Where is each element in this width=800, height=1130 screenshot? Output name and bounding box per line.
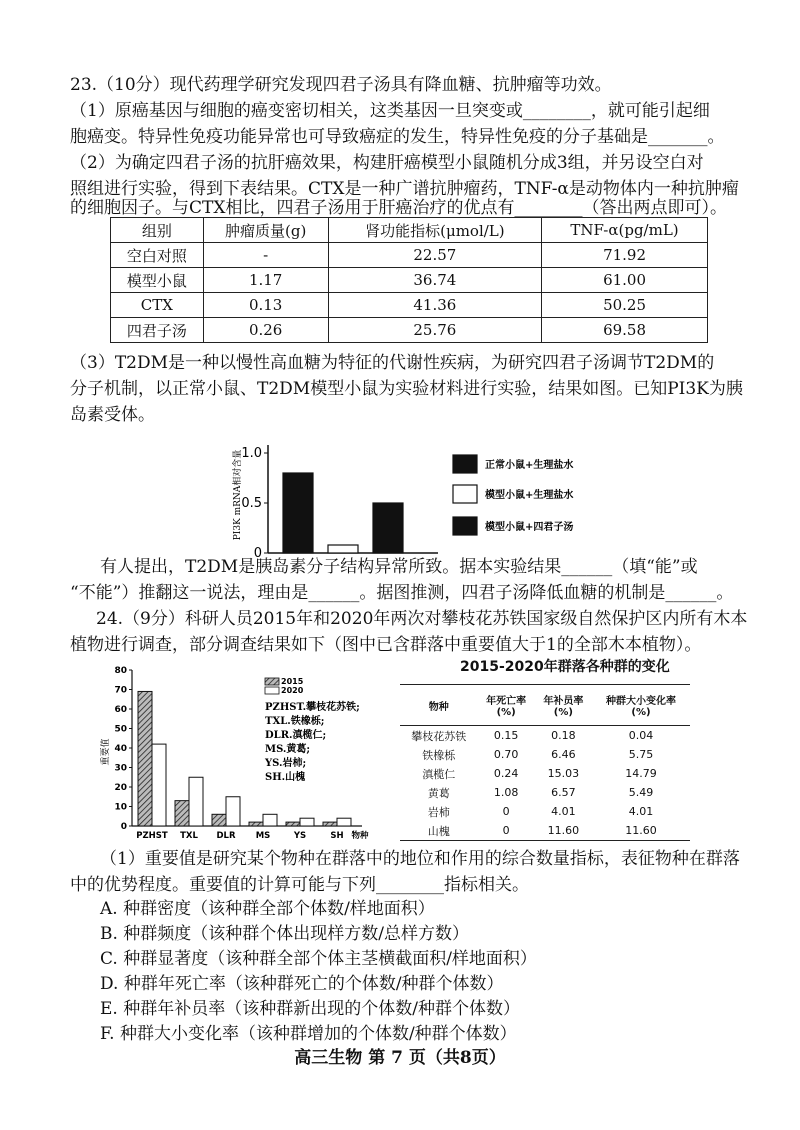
y-tick-label: 1.0 bbox=[241, 446, 262, 461]
table-cell: CTX bbox=[111, 293, 204, 318]
header-text: 年死亡率 (%) bbox=[486, 696, 527, 718]
bar-2020 bbox=[263, 814, 277, 826]
importance-chart bbox=[100, 660, 380, 849]
y-tick-label: 0.5 bbox=[241, 496, 262, 511]
legend-label: 模型小鼠+生理盐水 bbox=[485, 490, 574, 501]
y-tick-label: 70 bbox=[114, 685, 127, 696]
table-cell: 铁橡栎 bbox=[422, 748, 456, 762]
table-cell: 11.60 bbox=[592, 821, 690, 841]
option-f: F. 种群大小变化率（该种群增加的个体数/种群个体数） bbox=[100, 1024, 517, 1044]
table-cell: 四君子汤 bbox=[111, 318, 204, 343]
abbreviation-label: YS.岩柿; bbox=[265, 758, 307, 769]
q23-p1-line2: 胞癌变。特异性免疫功能异常也可导致癌症的发生，特异性免疫的分子基础是_______。 bbox=[70, 127, 725, 147]
table-cell: 0.26 bbox=[203, 318, 328, 343]
table-cell: 4.01 bbox=[628, 805, 654, 818]
x-tick-label: YS bbox=[293, 831, 307, 841]
q23-p3-line3: 岛素受体。 bbox=[70, 405, 155, 425]
table-cell: 1.17 bbox=[203, 268, 328, 293]
table-cell: 滇榄仁 bbox=[422, 767, 456, 781]
abbreviation-label: DLR.滇榄仁; bbox=[265, 730, 327, 741]
table-row bbox=[400, 802, 690, 821]
y-tick-label: 10 bbox=[114, 802, 127, 813]
legend-label: 模型小鼠+四君子汤 bbox=[485, 522, 574, 533]
q23-results-table bbox=[110, 217, 708, 343]
bar bbox=[373, 503, 403, 553]
table-cell: 0.04 bbox=[628, 729, 654, 742]
y-tick-label: 20 bbox=[114, 783, 127, 793]
table-cell: 61.00 bbox=[542, 268, 708, 293]
q23-p3-line2: 分子机制，以正常小鼠、T2DM模型小鼠为实验材料进行实验，结果如图。已知PI3K为胰 bbox=[70, 379, 743, 399]
table-header-row bbox=[111, 218, 708, 243]
side-table-title: 2015-2020年群落各种群的变化 bbox=[460, 659, 670, 675]
bar bbox=[283, 473, 313, 553]
q23-p3-line5: “不能”）推翻这一说法，理由是______。据图推测，四君子汤降低血糖的机制是______。 bbox=[70, 583, 734, 603]
y-tick-label: 60 bbox=[114, 705, 127, 715]
q24-title-line2: 植物进行调查，部分调查结果如下（图中已含群落中重要值大于1的全部木本植物）。 bbox=[70, 635, 702, 655]
x-tick-label: MS bbox=[255, 831, 271, 841]
table-cell: 0.13 bbox=[203, 293, 328, 318]
table-row bbox=[400, 726, 690, 746]
table-cell: 0.15 bbox=[493, 729, 519, 742]
table-header-cell: 物种 bbox=[400, 685, 478, 726]
table-header-row bbox=[400, 685, 690, 726]
table-row bbox=[400, 764, 690, 783]
table-cell: 14.79 bbox=[625, 767, 657, 780]
table-row bbox=[111, 268, 708, 293]
bar-2015 bbox=[249, 822, 263, 826]
option-d: D. 种群年死亡率（该种群死亡的个体数/种群个体数） bbox=[100, 974, 504, 994]
pi3k-chart-svg bbox=[228, 430, 608, 565]
y-tick-label: 80 bbox=[114, 666, 127, 676]
q24-title-line1: 24.（9分）科研人员2015年和2020年两次对攀枝花苏铁国家级自然保护区内所有木本 bbox=[96, 609, 748, 629]
abbreviation-label: TXL.铁橡栎; bbox=[265, 716, 325, 727]
table-cell: 黄葛 bbox=[427, 786, 450, 800]
pi3k-chart bbox=[228, 430, 608, 569]
table-cell: 0.18 bbox=[551, 729, 576, 742]
table-cell: 41.36 bbox=[328, 293, 541, 318]
bar-2020 bbox=[300, 818, 314, 826]
legend-label: 2015 bbox=[281, 677, 304, 686]
legend-swatch bbox=[453, 517, 477, 535]
table-cell: 71.92 bbox=[542, 243, 708, 268]
bar-2020 bbox=[226, 797, 240, 826]
table-cell: 攀枝花苏铁 bbox=[411, 729, 467, 743]
table-row bbox=[400, 783, 690, 802]
bar-2015 bbox=[286, 822, 300, 826]
x-tick-label: SH bbox=[330, 831, 344, 841]
q23-p2-line3: 的细胞因子。与CTX相比，四君子汤用于肝癌治疗的优点有________（答出两点即可）。 bbox=[70, 198, 727, 218]
table-header-cell: 组别 bbox=[111, 218, 204, 243]
table-cell: - bbox=[203, 243, 328, 268]
table-header-cell bbox=[535, 685, 592, 726]
table-cell: 山槐 bbox=[400, 821, 478, 841]
table-cell: 0 bbox=[478, 821, 535, 841]
importance-chart-svg bbox=[100, 660, 380, 845]
legend-swatch bbox=[265, 678, 279, 685]
table-cell: 4.01 bbox=[551, 805, 576, 818]
q23-p3-line1: （3）T2DM是一种以慢性高血糖为特征的代谢性疾病，为研究四君子汤调节T2DM的 bbox=[70, 353, 715, 373]
bar-2015 bbox=[175, 801, 189, 826]
table-header-cell: TNF-α(pg/mL) bbox=[542, 218, 708, 243]
option-c: C. 种群显著度（该种群全部个体主茎横截面积/样地面积） bbox=[100, 949, 537, 969]
table-cell: 15.03 bbox=[547, 767, 580, 780]
option-b: B. 种群频度（该种群个体出现样方数/总样方数） bbox=[100, 924, 470, 944]
table-row bbox=[111, 243, 708, 268]
q23-p2-line1: （2）为确定四君子汤的抗肝癌效果，构建肝癌模型小鼠随机分成3组，并另设空白对 bbox=[70, 153, 704, 173]
population-change-table bbox=[400, 684, 690, 841]
table-header-cell bbox=[592, 685, 690, 726]
x-tick-label: PZHST bbox=[136, 831, 168, 841]
abbreviation-label: PZHST.攀枝花苏铁; bbox=[265, 702, 360, 713]
abbreviation-label: SH.山槐 bbox=[265, 772, 306, 783]
bar-2015 bbox=[323, 822, 337, 826]
bar bbox=[328, 545, 358, 553]
x-axis-label: 物种 bbox=[351, 831, 369, 841]
legend-swatch bbox=[453, 455, 477, 473]
table-row bbox=[400, 745, 690, 764]
header-text: 种群大小变化率 (%) bbox=[605, 696, 676, 718]
table-cell: 岩柿 bbox=[427, 805, 450, 819]
table-cell: 6.46 bbox=[551, 748, 576, 761]
table-header-cell: 肿瘤质量(g) bbox=[203, 218, 328, 243]
table-cell: 1.08 bbox=[493, 786, 519, 799]
option-a: A. 种群密度（该种群全部个体数/样地面积） bbox=[100, 899, 435, 919]
table-cell: 69.58 bbox=[542, 318, 708, 343]
table-cell: 6.57 bbox=[551, 786, 576, 799]
table-header-cell: 肾功能指标(μmol/L) bbox=[328, 218, 541, 243]
table-cell: 模型小鼠 bbox=[111, 268, 204, 293]
abbreviation-label: MS.黄葛; bbox=[265, 744, 311, 755]
y-tick-label: 40 bbox=[114, 744, 127, 754]
importance-chart-ylabel: 重要值 bbox=[101, 738, 111, 766]
y-tick-label: 0 bbox=[253, 546, 262, 561]
bar-2020 bbox=[337, 818, 351, 826]
table-header-cell bbox=[478, 685, 535, 726]
legend-swatch bbox=[453, 485, 477, 503]
x-tick-label: TXL bbox=[180, 831, 198, 841]
table-row bbox=[111, 293, 708, 318]
q23-title: 23.（10分）现代药理学研究发现四君子汤具有降血糖、抗肿瘤等功效。 bbox=[70, 75, 612, 95]
table-cell: 0 bbox=[502, 805, 510, 818]
legend-label: 正常小鼠+生理盐水 bbox=[485, 460, 574, 471]
table-cell: 36.74 bbox=[328, 268, 541, 293]
q24-p1-line1: （1）重要值是研究某个物种在群落中的地位和作用的综合数量指标，表征物种在群落 bbox=[100, 849, 740, 869]
table-cell: 0.24 bbox=[493, 767, 519, 780]
bar-2015 bbox=[212, 814, 226, 826]
table-cell: 5.49 bbox=[628, 786, 654, 799]
y-tick-label: 0 bbox=[120, 822, 127, 832]
option-e: E. 种群年补员率（该种群新出现的个体数/种群个体数） bbox=[100, 999, 520, 1019]
legend-label: 2020 bbox=[281, 686, 304, 695]
y-tick-label: 50 bbox=[114, 724, 127, 735]
bar-2020 bbox=[189, 777, 203, 826]
legend-swatch bbox=[265, 687, 279, 694]
header-text: 年补员率 (%) bbox=[543, 696, 584, 718]
q23-p3-line4: 有人提出，T2DM是胰岛素分子结构异常所致。据本实验结果______（填“能”或 bbox=[100, 557, 698, 577]
table-cell: 22.57 bbox=[328, 243, 541, 268]
q24-p1-line2: 中的优势程度。重要值的计算可能与下列________指标相关。 bbox=[70, 875, 529, 895]
table-cell: 空白对照 bbox=[111, 243, 204, 268]
table-row bbox=[400, 821, 690, 841]
y-tick-label: 30 bbox=[114, 763, 127, 774]
q23-p2-line2: 照组进行实验，得到下表结果。CTX是一种广谱抗肿瘤药，TNF-α是动物体内一种抗肿瘤 bbox=[70, 179, 739, 199]
pi3k-chart-ylabel: PI3K mRNA相对含量 bbox=[233, 449, 243, 541]
x-tick-label: DLR bbox=[216, 831, 236, 841]
bar-2020 bbox=[152, 744, 166, 826]
table-cell: 25.76 bbox=[328, 318, 541, 343]
table-cell: 50.25 bbox=[542, 293, 708, 318]
table-row bbox=[111, 318, 708, 343]
table-cell: 0.70 bbox=[493, 748, 519, 761]
page-footer: 高三生物 第 7 页（共8页） bbox=[294, 1048, 506, 1068]
q23-p1-line1: （1）原癌基因与细胞的癌变密切相关，这类基因一旦突变或________，就可能引起细 bbox=[70, 101, 710, 121]
table-cell: 11.60 bbox=[535, 821, 592, 841]
table-cell: 5.75 bbox=[628, 748, 654, 761]
bar-2015 bbox=[138, 691, 152, 826]
